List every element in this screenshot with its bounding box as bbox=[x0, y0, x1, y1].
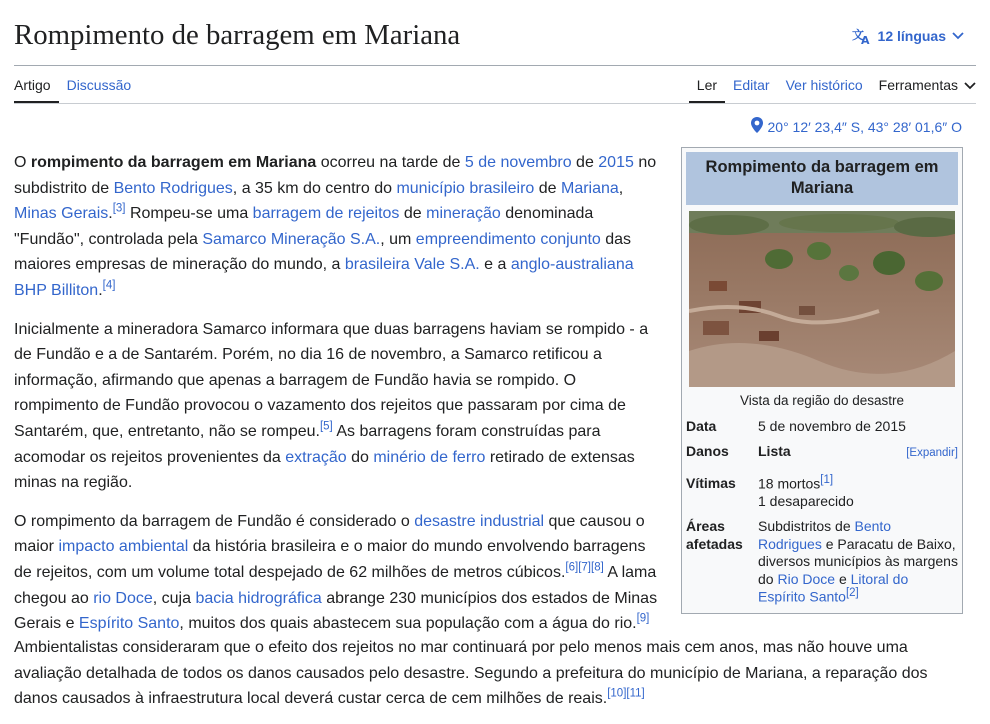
coordinates-link[interactable] bbox=[750, 116, 963, 137]
text: da história brasileira e o maior do mundo envolvendo barragens de rejeitos, com um volume total despejado de 62 milhões de metros cúbicos. bbox=[14, 538, 646, 581]
svg-text:A: A bbox=[860, 33, 870, 45]
reference-9[interactable]: [9] bbox=[636, 612, 650, 625]
text: , cuja bbox=[152, 589, 196, 607]
text: Inicialmente a mineradora Samarco informara que duas barragens haviam se rompido - a de Fundão e a de Santarém. Porém, no dia 16 de novembro, a Samarco retificou a informação, afirmando que apenas a barragem de Fundão havia se rompido. O rompimento de Fundão provocou o vazamento dos rejeitos que passaram por cima de Santarém, que, entretanto, não se rompeu. bbox=[14, 320, 649, 440]
text: e Paracatu de Baixo, diversos municípios às margens do bbox=[758, 535, 958, 587]
reference-8[interactable]: [8] bbox=[591, 561, 604, 574]
text: . bbox=[108, 205, 113, 223]
reference-3[interactable]: [3] bbox=[112, 202, 126, 215]
chevron-down-icon bbox=[952, 32, 964, 40]
tools-label: Ferramentas bbox=[878, 77, 958, 93]
text: Rompeu-se uma bbox=[125, 205, 253, 223]
infobox-title: Rompimento da barragem em Mariana bbox=[686, 152, 958, 205]
reference-5[interactable]: [5] bbox=[319, 420, 333, 433]
infobox bbox=[681, 147, 963, 614]
expand-button[interactable]: [Expandir] bbox=[906, 447, 958, 460]
infobox-row-date bbox=[686, 418, 958, 436]
text: A lama chegou ao bbox=[14, 563, 657, 607]
paragraph-3 bbox=[14, 509, 664, 637]
text: e bbox=[835, 570, 851, 587]
text: abrange 230 municípios dos estados de Minas Gerais e bbox=[14, 589, 658, 633]
text: , bbox=[618, 179, 624, 197]
link-anglo-australiana[interactable]: anglo-australiana bbox=[510, 256, 634, 274]
svg-text:文: 文 bbox=[851, 27, 864, 42]
view-tabs bbox=[689, 66, 976, 103]
date-value: 5 de novembro de 2015 bbox=[758, 417, 906, 434]
infobox-row-victims bbox=[686, 475, 958, 511]
link-bento-rodrigues-infobox[interactable]: Bento Rodrigues bbox=[758, 518, 892, 552]
victims-label: Vítimas bbox=[686, 474, 736, 491]
infobox-caption: Vista da região do desastre bbox=[739, 392, 905, 408]
link-espirito-santo[interactable]: Espírito Santo bbox=[78, 615, 180, 633]
areas-value bbox=[758, 518, 958, 606]
text: retirado de extensas minas na região. bbox=[14, 448, 635, 492]
link-rio-doce-infobox[interactable]: Rio Doce bbox=[777, 570, 836, 587]
reference-4[interactable]: [4] bbox=[102, 279, 116, 292]
victims-deaths: 18 mortos bbox=[758, 475, 821, 492]
text: Ambientalistas consideraram que o efeito dos rejeitos no mar continuará por pelo menos mais cem anos, mas não houve uma avaliação detalhada de todos os danos causados pelo desastre. Segundo a prefeitura do município de Mariana, a reparação dos danos causados à infraestrutura local deverá custar cerca de cem milhões de reais. bbox=[14, 639, 928, 708]
date-label: Data bbox=[686, 417, 717, 434]
text: denominada "Fundão", controlada pela bbox=[14, 205, 594, 248]
tab-discussion[interactable]: Discussão bbox=[66, 77, 132, 93]
infobox-row-damage bbox=[686, 443, 958, 461]
link-mineracao[interactable]: mineração bbox=[426, 205, 501, 223]
areas-label: Áreas afetadas bbox=[686, 518, 743, 552]
tabs-row bbox=[14, 66, 976, 104]
reference-1[interactable]: [1] bbox=[820, 473, 834, 486]
link-rio-doce[interactable]: rio Doce bbox=[93, 589, 153, 607]
text: de bbox=[399, 205, 427, 223]
reference-7[interactable]: [7] bbox=[578, 561, 591, 574]
text: no subdistrito de bbox=[14, 154, 657, 197]
link-litoral-espirito-santo[interactable]: Litoral do Espírito Santo bbox=[758, 570, 909, 606]
link-samarco[interactable]: Samarco Mineração S.A. bbox=[202, 230, 381, 248]
link-barragem-de-rejeitos[interactable]: barragem de rejeitos bbox=[252, 205, 400, 223]
tab-edit[interactable]: Editar bbox=[733, 77, 770, 93]
map-pin-icon bbox=[750, 116, 764, 137]
link-extracao[interactable]: extração bbox=[285, 448, 347, 466]
link-bhp-billiton[interactable]: BHP Billiton bbox=[14, 281, 99, 299]
translate-icon bbox=[852, 27, 872, 45]
namespace-tabs bbox=[14, 66, 139, 103]
text: de bbox=[571, 154, 599, 171]
reference-10[interactable]: [10] bbox=[607, 687, 627, 700]
reference-11[interactable]: [11] bbox=[626, 687, 645, 700]
link-minas-gerais[interactable]: Minas Gerais bbox=[14, 205, 109, 223]
paragraph-2 bbox=[14, 317, 664, 496]
text: Subdistritos de bbox=[758, 518, 855, 535]
text: do bbox=[346, 448, 374, 466]
text: O rompimento da barragem de Fundão é considerado o bbox=[14, 512, 415, 530]
text: que causou o maior bbox=[14, 512, 645, 556]
link-desastre-industrial[interactable]: desastre industrial bbox=[414, 512, 545, 530]
infobox-row-areas bbox=[686, 518, 958, 606]
victims-missing: 1 desaparecido bbox=[758, 492, 854, 509]
text: . bbox=[98, 281, 103, 299]
text: , um bbox=[380, 230, 416, 248]
page-title: Rompimento de barragem em Mariana bbox=[14, 19, 461, 51]
tab-article[interactable]: Artigo bbox=[14, 77, 59, 103]
link-vale[interactable]: brasileira Vale S.A. bbox=[344, 256, 480, 274]
text: de bbox=[534, 179, 561, 197]
damage-value: Lista bbox=[758, 443, 791, 460]
text: e a bbox=[479, 256, 511, 274]
paragraph-4 bbox=[14, 635, 954, 712]
disaster-photo[interactable] bbox=[689, 211, 955, 387]
text: As barragens foram construídas para acomodar os rejeitos provenientes da bbox=[14, 422, 601, 466]
victims-value bbox=[758, 475, 958, 511]
link-municipio-brasileiro[interactable]: município brasileiro bbox=[396, 179, 535, 197]
text: , a 35 km do centro do bbox=[232, 179, 397, 197]
link-bento-rodrigues[interactable]: Bento Rodrigues bbox=[113, 179, 233, 197]
link-bacia-hidrografica[interactable]: bacia hidrográfica bbox=[195, 589, 322, 607]
article-body bbox=[14, 150, 664, 650]
languages-label: 12 línguas bbox=[877, 27, 946, 44]
link-impacto-ambiental[interactable]: impacto ambiental bbox=[58, 538, 189, 556]
link-empreendimento-conjunto[interactable]: empreendimento conjunto bbox=[415, 230, 601, 248]
link-5-de-novembro[interactable]: 5 de novembro bbox=[464, 154, 572, 171]
reference-6[interactable]: [6] bbox=[565, 561, 579, 574]
link-minerio-de-ferro[interactable]: minério de ferro bbox=[373, 448, 486, 466]
damage-value-cell bbox=[758, 443, 958, 461]
title-row bbox=[14, 0, 976, 66]
language-selector[interactable] bbox=[852, 21, 964, 45]
damage-label: Danos bbox=[686, 443, 729, 460]
text: , muitos dos quais abastecem sua população com a água do rio. bbox=[179, 615, 637, 633]
text: das maiores empresas de mineração do mundo, a bbox=[14, 230, 632, 274]
tools-menu[interactable] bbox=[871, 77, 976, 103]
tab-history[interactable]: Ver histórico bbox=[785, 77, 863, 93]
bold-text: rompimento da barragem em Mariana bbox=[30, 154, 317, 171]
coordinates-text: 20° 12′ 23,4″ S, 43° 28′ 01,6″ O bbox=[767, 118, 962, 135]
reference-2[interactable]: [2] bbox=[845, 587, 859, 600]
paragraph-1 bbox=[14, 150, 664, 304]
text: O bbox=[14, 154, 31, 171]
chevron-down-icon bbox=[964, 77, 976, 93]
text: ocorreu na tarde de bbox=[316, 154, 465, 171]
link-2015[interactable]: 2015 bbox=[598, 154, 634, 171]
link-mariana[interactable]: Mariana bbox=[560, 179, 619, 197]
tab-read[interactable]: Ler bbox=[689, 77, 725, 103]
